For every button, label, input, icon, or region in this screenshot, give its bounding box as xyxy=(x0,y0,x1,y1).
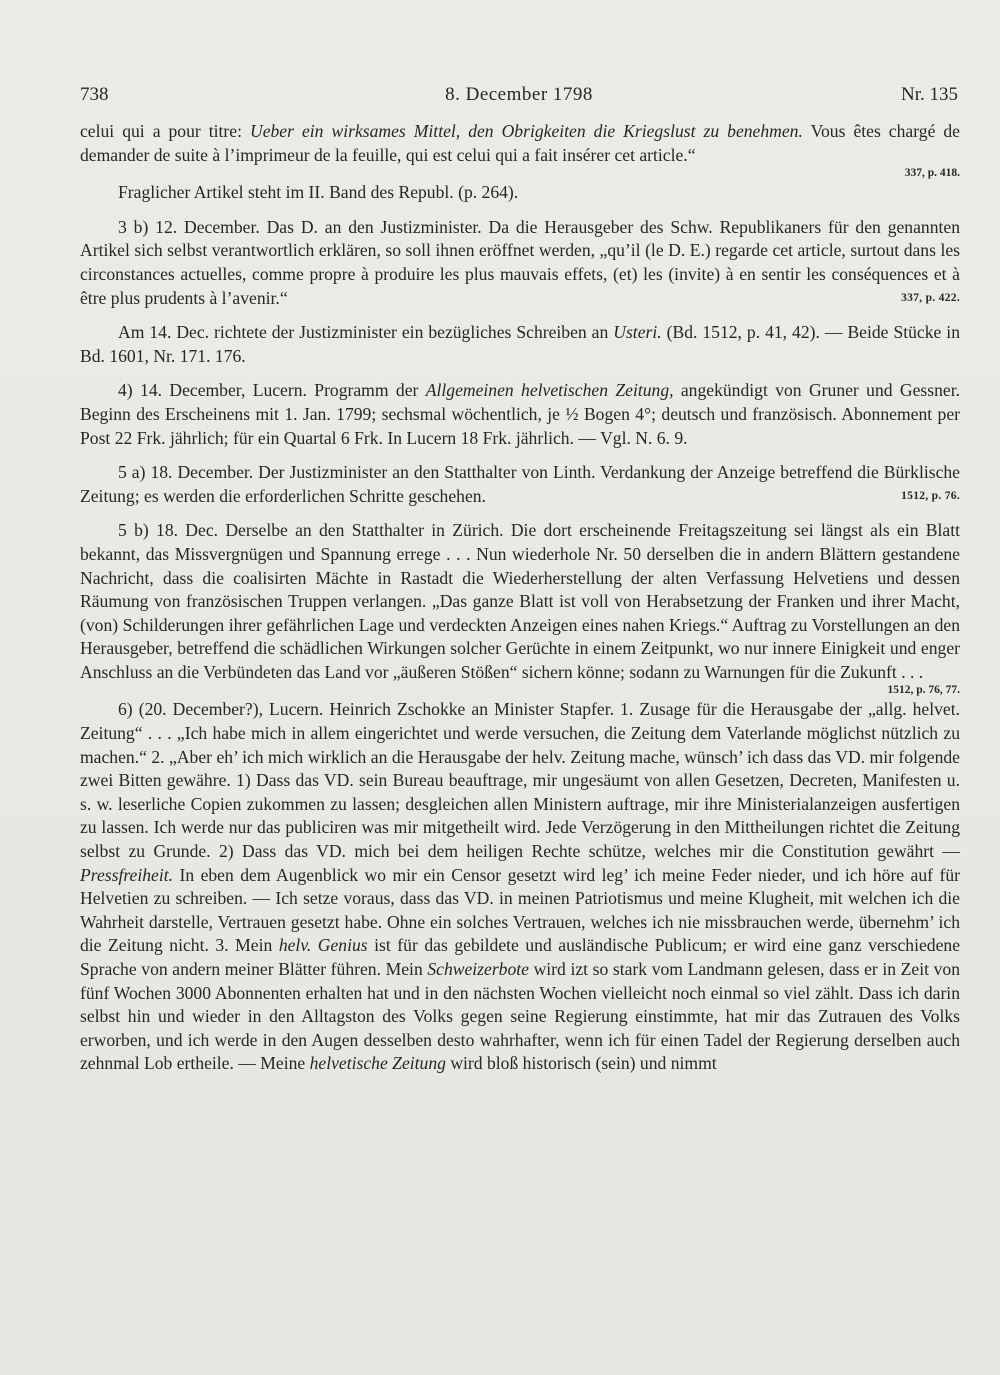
text: Am 14. Dec. richtete der Justizminister ein bezügliches Schreiben an xyxy=(118,322,614,343)
page-number: 738 xyxy=(80,84,109,105)
paragraph-entry-5b: 5 b) 18. Dec. Derselbe an den Statthalter in Zürich. Die dort erscheinende Freitagszeitung sei längst als ein Blatt bekannt, das Missvergnügen und Spannung errege . . . Nun wiederhole Nr. 50 derselben die in andern Blättern gestandene Nachricht, dass die coalisirten Mächte in Rastadt die Wiederherstellung der alten Verfassung Helvetiens und dessen Räumung von französischen Truppen verlangen. „Das ganze Blatt ist voll von Herabsetzung der Franken und ihrer Macht, (von) Schilderungen ihrer gefährlichen Lage und verdeckten Anzeigen eines nahen Kriegs.“ Auftrag zu Vorstellungen an den Herausgeber, betreffend die schädlichen Wirkungen solcher Gerüchte in einem Zeitpunkt, wo nur innere Einigkeit und enger Anschluss an die Verbündeten das Land vor „äußeren Stößen“ sichern könne; sodann zu Warnungen für die Zukunft . . . xyxy=(80,520,960,682)
page-body xyxy=(80,120,960,1076)
page-header xyxy=(80,84,958,114)
header-date: 8. December 1798 xyxy=(445,84,593,105)
text: celui qui a pour titre: xyxy=(80,121,250,141)
source-reference: 337, p. 422. xyxy=(901,291,960,304)
document-number: Nr. 135 xyxy=(901,84,958,105)
italic-name: Usteri. xyxy=(613,322,662,343)
italic-title: Schweizerbote xyxy=(427,959,529,979)
text: Vous êtes chargé de demander de suite à l’imprimeur de la feuille, qui est celui qui a fait insérer cet article.“ xyxy=(80,121,960,165)
paragraph-entry-5a xyxy=(80,461,960,508)
source-reference: 1512, p. 76. xyxy=(901,489,960,502)
paragraph-note xyxy=(80,321,960,368)
paragraph-continuation xyxy=(80,120,960,167)
paragraph-entry-6 xyxy=(80,698,960,1076)
text: 4) 14. December, Lucern. Programm der xyxy=(118,380,426,401)
text: 3 b) 12. December. Das D. an den Justizminister. Da die Herausgeber des Schw. Republikaners für den genannten Artikel sich selbst verantwortlich erklären, so soll ihnen eröffnet werden, „qu’il (le D. E.) regarde cet article, surtout dans les circonstances actuelles, comme propre à produire les plus mauvais effets, (et) les (invite) à en sentir les conséquences et à être plus prudents à l’avenir.“ xyxy=(80,216,960,308)
source-reference: 1512, p. 76, 77. xyxy=(887,684,960,697)
italic-title: Ueber ein wirksames Mittel, den Obrigkeiten die Kriegslust zu benehmen. xyxy=(250,121,803,141)
text: In eben dem Augenblick wo mir ein Censor gesetzt wird leg’ ich meine Feder nieder, und ich höre auf für Helvetien zu schreiben. — Ich setze voraus, dass das VD. in meinen Patriotismus und meine Klugheit, mit welchen ich die Wahrheit darstelle, Vertrauen gesetzt habe. Ohne ein solches Vertrauen, welches ich nie missbrauchen werde, übernehm’ ich die Zeitung nicht. 3. Mein xyxy=(80,864,960,956)
source-reference: 337, p. 418. xyxy=(904,167,960,180)
text: angekündigt von Gruner und Gessner. Beginn des Erscheinens mit 1. Jan. 1799; sechsmal wöchentlich, je ½ Bogen 4°; deutsch und französisch. Abonnement per Post 22 Frk. jährlich; für ein Quartal 6 Frk. In Lucern 18 Frk. jährlich. — Vgl. N. 6. 9. xyxy=(80,380,960,448)
text: (Bd. 1512, p. 41, 42). — Beide Stücke in Bd. 1601, Nr. 171. 176. xyxy=(80,322,960,366)
text: 6) (20. December?), Lucern. Heinrich Zschokke an Minister Stapfer. 1. Zusage für die Herausgabe der „allg. helvet. Zeitung“ . . . „Ich habe mich in allem eingerichtet und werde versuchen, die Zeitung dem Vaterlande möglichst nützlich zu machen.“ 2. „Aber eh’ ich mich wirklich an die Herausgabe der helv. Zeitung mache, wünsch’ ich dass das VD. mir folgende zwei Bitten gewähre. 1) Dass das VD. sein Bureau beauftrage, mir ungesäumt von allen Gesetzen, Decreten, Manifesten u. s. w. leserliche Copien zukommen zu lassen; desgleichen allen Ministern auftrage, mir ihre Ministerialanzeigen ausfertigen zu lassen. Ich werde nur das publiciren was mir mitgetheilt wird. Jede Verzögerung in den Mittheilungen richtet die Zeitung selbst zu Grunde. 2) Dass das VD. mich bei dem heiligen Rechte schütze, welches mir die Constitution gewährt — xyxy=(80,699,960,862)
paragraph-note: Fraglicher Artikel steht im II. Band des Republ. (p. 264). xyxy=(118,182,519,203)
italic-title: helvetische Zeitung xyxy=(309,1053,446,1074)
italic-title: Allgemeinen helvetischen Zeitung, xyxy=(425,380,674,401)
text: wird izt so stark vom Landmann gelesen, dass er in Zeit von fünf Wochen 3000 Abonnenten erhalten hat und in den nächsten Wochen vielleicht noch einmal so viel zählt. Dass ich darin selbst hin und wieder in den Alltagston des Volks gegen seine Regierung einstimmte, hat mir das Zutrauen des Volks erworben, und ich werde in den Augen desselben desto wahrhafter, wenn ich für einen Tadel der Regierung derselben auch zehnmal Lob ertheile. — Meine xyxy=(80,959,960,1074)
text: 5 a) 18. December. Der Justizminister an den Statthalter von Linth. Verdankung der Anzeige betreffend die Bürklische Zeitung; es werden die erforderlichen Schritte geschehen. xyxy=(80,462,960,506)
paragraph-entry-3b xyxy=(80,216,960,310)
text: ist für das gebildete und ausländische Publicum; er wird eine ganz verschiedene Sprache von andern meiner Blätter führen. Mein xyxy=(80,935,961,979)
text: wird bloß historisch (sein) und nimmt xyxy=(445,1053,717,1074)
italic-title: helv. Genius xyxy=(278,935,368,956)
italic-term: Pressfreiheit. xyxy=(80,864,174,885)
paragraph-entry-4 xyxy=(80,379,960,450)
